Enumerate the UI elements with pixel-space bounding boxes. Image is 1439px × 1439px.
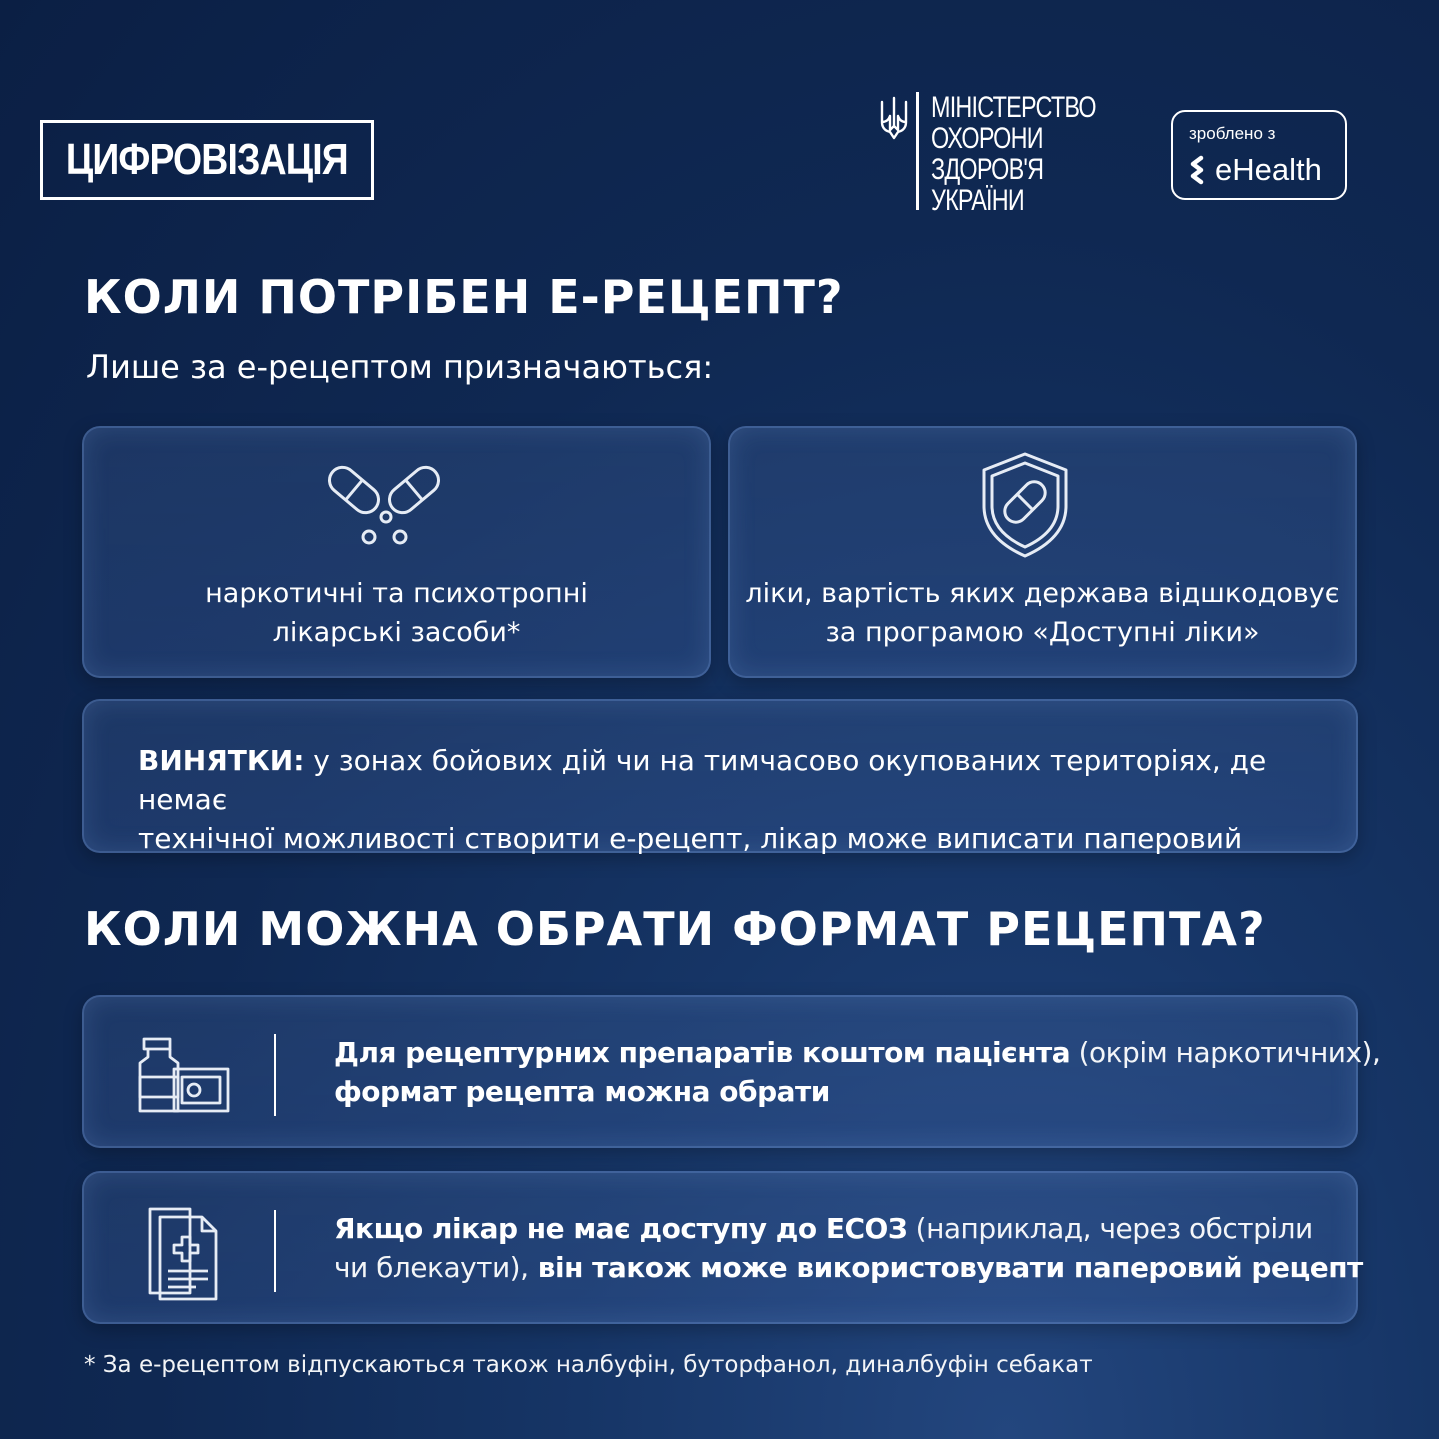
card-narcotic [82,426,711,678]
row-strong-text: Якщо лікар не має доступу до ЕСОЗ [334,1212,908,1245]
format-row-no-access [82,1171,1363,1324]
ehealth-brand [1187,152,1322,188]
card-line: за програмою «Доступні ліки» [825,617,1260,648]
card-narcotic-text [84,574,709,652]
format-row-text [334,1033,1380,1111]
exceptions-label: ВИНЯТКИ: [138,744,305,777]
row-divider [274,1210,276,1292]
card-line: ліки, вартість яких держава відшкодовує [745,578,1340,609]
card-line: наркотичні та психотропні [205,578,588,609]
ehealth-logo-icon [1187,155,1207,185]
row-strong-text: Для рецептурних препаратів коштом пацієнта [334,1036,1071,1069]
ehealth-label: eHealth [1215,152,1322,187]
exceptions-text [138,741,1338,858]
exceptions-card [82,699,1358,853]
section-title-e-prescription: КОЛИ ПОТРІБЕН Е-РЕЦЕПТ? [84,270,844,324]
row-light-text: чи блекаути), [334,1251,529,1284]
trident-icon [878,96,910,140]
row-divider [274,1034,276,1116]
exceptions-line: технічної можливості створити е-рецепт, лікар може виписати паперовий [138,822,1243,855]
ehealth-badge [1171,110,1347,200]
row-strong-text: він також може використовувати паперовий рецепт [528,1251,1363,1284]
ministry-name [931,92,1142,216]
logo-divider [916,92,919,210]
ministry-line: МІНІСТЕРСТВО [931,91,1096,124]
section-title-format: КОЛИ МОЖНА ОБРАТИ ФОРМАТ РЕЦЕПТА? [84,902,1266,956]
ministry-line: УКРАЇНИ [931,184,1024,217]
card-affordable-medicines [728,426,1357,678]
exceptions-line: у зонах бойових дій чи на тимчасово окупованих територіях, де немає [138,744,1267,816]
pills-icon [322,458,446,550]
shield-pill-icon [978,450,1072,560]
ministry-logo [878,92,1142,216]
ministry-line: ОХОРОНИ [931,122,1043,155]
format-row-patient-paid [82,995,1381,1148]
format-row-text [334,1209,1363,1287]
row-light-text: (окрім наркотичних), [1070,1036,1381,1069]
row-strong-text: формат рецепта можна обрати [334,1075,830,1108]
card-line: лікарські засоби* [272,617,521,648]
row-light-text: (наприклад, через обстріли [907,1212,1313,1245]
medicine-money-icon [136,1037,232,1115]
category-tag-label: ЦИФРОВІЗАЦІЯ [66,135,348,184]
medical-document-icon [146,1203,222,1301]
made-with-label: зроблено з [1189,124,1276,143]
footnote: * За е-рецептом відпускаються також налбуфін, буторфанол, диналбуфін себакат [84,1352,1093,1378]
section-subtitle: Лише за е-рецептом призначаються: [86,348,714,386]
card-affordable-text [730,574,1355,652]
ministry-line: ЗДОРОВ'Я [931,153,1044,186]
category-tag [40,120,374,200]
